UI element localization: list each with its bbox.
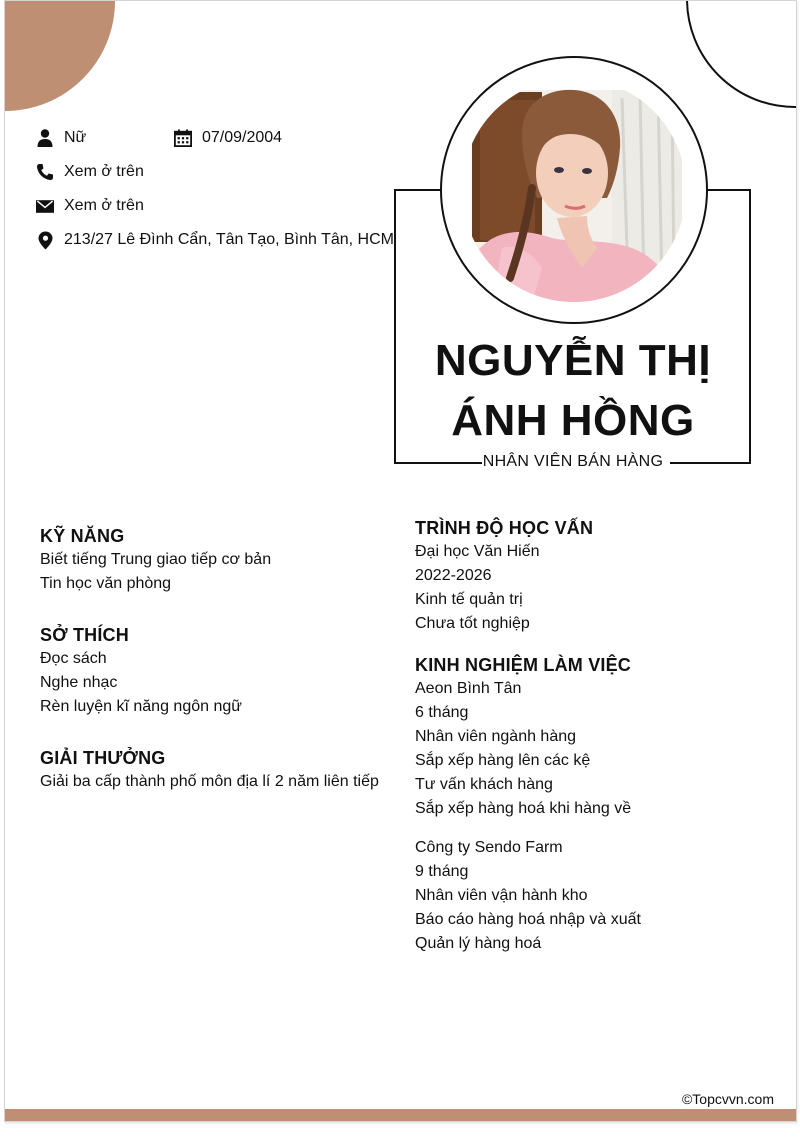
- job-task: Sắp xếp hàng lên các kệ: [415, 752, 591, 769]
- education-item: Đại học Văn Hiến: [415, 543, 540, 560]
- section-education: [415, 516, 593, 636]
- section-experience: [415, 653, 641, 956]
- profile-photo: [462, 78, 686, 302]
- phone-icon: [36, 163, 54, 181]
- education-item: Chưa tốt nghiệp: [415, 615, 530, 632]
- job-title: NHÂN VIÊN BÁN HÀNG: [482, 453, 664, 470]
- contact-birthday: [174, 129, 282, 147]
- hobby-item: Rèn luyện kĩ năng ngôn ngữ: [40, 698, 242, 715]
- hobby-item: Đọc sách: [40, 650, 107, 667]
- education-item: Kinh tế quản trị: [415, 591, 523, 608]
- gender-value: Nữ: [64, 129, 87, 146]
- copyright-text: ©Topcvvn.com: [681, 1091, 774, 1107]
- envelope-icon: [36, 197, 54, 215]
- contact-email: [36, 197, 144, 215]
- award-item: Giải ba cấp thành phố môn địa lí 2 năm liên tiếp: [40, 773, 379, 790]
- section-title-awards: GIẢI THƯỞNG: [40, 748, 166, 768]
- section-title-education: TRÌNH ĐỘ HỌC VẤN: [415, 518, 594, 538]
- education-item: 2022-2026: [415, 567, 492, 584]
- map-pin-icon: [36, 231, 54, 249]
- section-title-experience: KINH NGHIỆM LÀM VIỆC: [415, 655, 632, 675]
- section-awards: [40, 746, 379, 794]
- name-line-1: NGUYỄN THỊ: [434, 336, 712, 385]
- job-position: Nhân viên ngành hàng: [415, 728, 577, 745]
- job-task: Tư vấn khách hàng: [415, 776, 553, 793]
- bottom-accent-bar: [5, 1109, 796, 1121]
- skill-item: Biết tiếng Trung giao tiếp cơ bản: [40, 551, 272, 568]
- job-company: Công ty Sendo Farm: [415, 839, 563, 856]
- skill-item: Tin học văn phòng: [40, 575, 172, 592]
- contact-address: [36, 231, 394, 249]
- job-duration: 6 tháng: [415, 704, 469, 721]
- birthday-value: 07/09/2004: [202, 129, 283, 146]
- job-task: Báo cáo hàng hoá nhập và xuất: [415, 911, 641, 928]
- contact-gender: [36, 129, 86, 147]
- address-value: 213/27 Lê Đình Cẩn, Tân Tạo, Bình Tân, HCM: [64, 231, 394, 248]
- job-task: Quản lý hàng hoá: [415, 935, 542, 952]
- section-skills: [40, 524, 271, 596]
- section-title-hobbies: SỞ THÍCH: [40, 625, 129, 645]
- section-hobbies: [40, 623, 242, 719]
- job-entry: [415, 677, 641, 821]
- job-company: Aeon Bình Tân: [415, 680, 522, 697]
- contact-phone: [36, 163, 144, 181]
- section-title-skills: KỸ NĂNG: [40, 526, 125, 546]
- hobby-item: Nghe nhạc: [40, 674, 118, 691]
- job-task: Sắp xếp hàng hoá khi hàng về: [415, 800, 632, 817]
- job-duration: 9 tháng: [415, 863, 469, 880]
- person-icon: [36, 129, 54, 147]
- decorative-outline-circle: [686, 0, 797, 108]
- calendar-icon: [174, 129, 192, 147]
- decorative-quarter-circle: [4, 0, 115, 111]
- job-position: Nhân viên vận hành kho: [415, 887, 588, 904]
- job-entry: [415, 836, 641, 956]
- email-value: Xem ở trên: [64, 197, 144, 214]
- name-line-2: ÁNH HỒNG: [451, 396, 695, 445]
- phone-value: Xem ở trên: [64, 163, 144, 180]
